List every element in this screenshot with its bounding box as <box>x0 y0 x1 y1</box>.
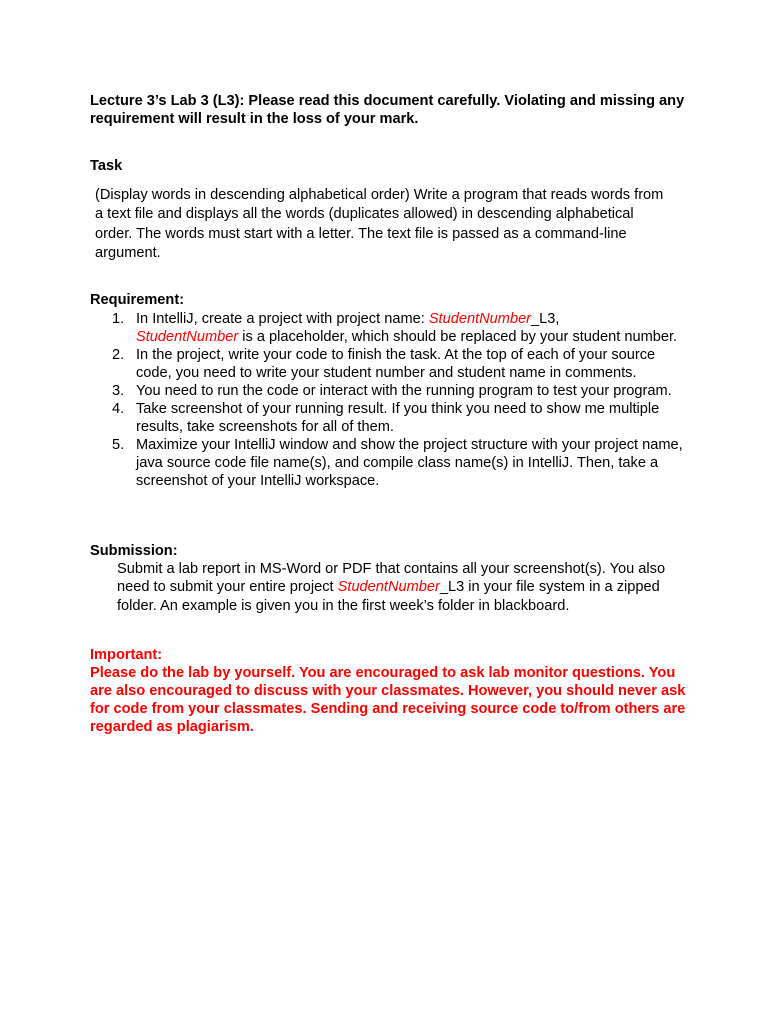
requirement-text: You need to run the code or interact with the running program to test your program. <box>136 383 672 399</box>
task-heading: Task <box>90 158 123 174</box>
important-heading: Important: <box>90 647 163 663</box>
requirement-item-2 <box>90 346 690 382</box>
requirement-text: Maximize your IntelliJ window and show the project structure with your project name, java source code file name(s), and compile class name(s) in IntelliJ. Then, take a screenshot of your IntelliJ workspace. <box>136 437 683 489</box>
requirement-item-5 <box>90 436 690 490</box>
important-notice: Please do the lab by yourself. You are encouraged to ask lab monitor questions. You are also encouraged to discuss with your classmates. However, you should never ask for code from your classmates. Sending and receiving source code to/from others are regarded as plagiarism. <box>90 665 686 735</box>
requirement-number: 5. <box>112 437 125 453</box>
task-description: (Display words in descending alphabetical order) Write a program that reads words from a text file and displays all the words (duplicates allowed) in descending alphabetical order. The words must start with a letter. The text file is passed as a command-line argument. <box>95 187 664 262</box>
requirement-text: _L3, <box>531 311 560 327</box>
requirement-number: 2. <box>112 347 125 363</box>
requirement-text: is a placeholder, which should be replaced by your student number. <box>238 329 678 345</box>
student-number-placeholder: StudentNumber <box>136 329 239 345</box>
requirement-number: 4. <box>112 401 125 417</box>
student-number-placeholder: StudentNumber <box>428 311 532 327</box>
submission-text-start: Submit a lab report in MS-Word or PDF that contains all your screenshot(s). You also need to submit your entire project <box>117 561 666 596</box>
requirement-text: In IntelliJ, create a project with project name: <box>136 311 429 327</box>
requirement-text: Take screenshot of your running result. If you think you need to show me multiple results, take screenshots for all of them. <box>136 401 660 435</box>
submission-text-end: _L3 in your file system in a zipped folder. An example is given you in the first week’s folder in blackboard. <box>117 579 660 614</box>
student-number-placeholder: StudentNumber <box>337 579 440 596</box>
requirement-text: In the project, write your code to finish the task. At the top of each of your source code, you need to write your student number and student name in comments. <box>136 347 656 381</box>
requirement-heading: Requirement: <box>90 292 185 308</box>
requirement-item-3 <box>90 382 690 400</box>
document-title: Lecture 3’s Lab 3 (L3): Please read this document carefully. Violating and missing any requirement will result in the loss of your mark. <box>90 93 685 127</box>
requirement-item-1 <box>90 310 690 346</box>
submission-heading: Submission: <box>90 543 178 559</box>
requirement-number: 3. <box>112 383 125 399</box>
requirement-list <box>90 310 690 490</box>
submission-text <box>117 560 677 615</box>
requirement-item-4 <box>90 400 690 436</box>
requirement-number: 1. <box>112 311 125 327</box>
